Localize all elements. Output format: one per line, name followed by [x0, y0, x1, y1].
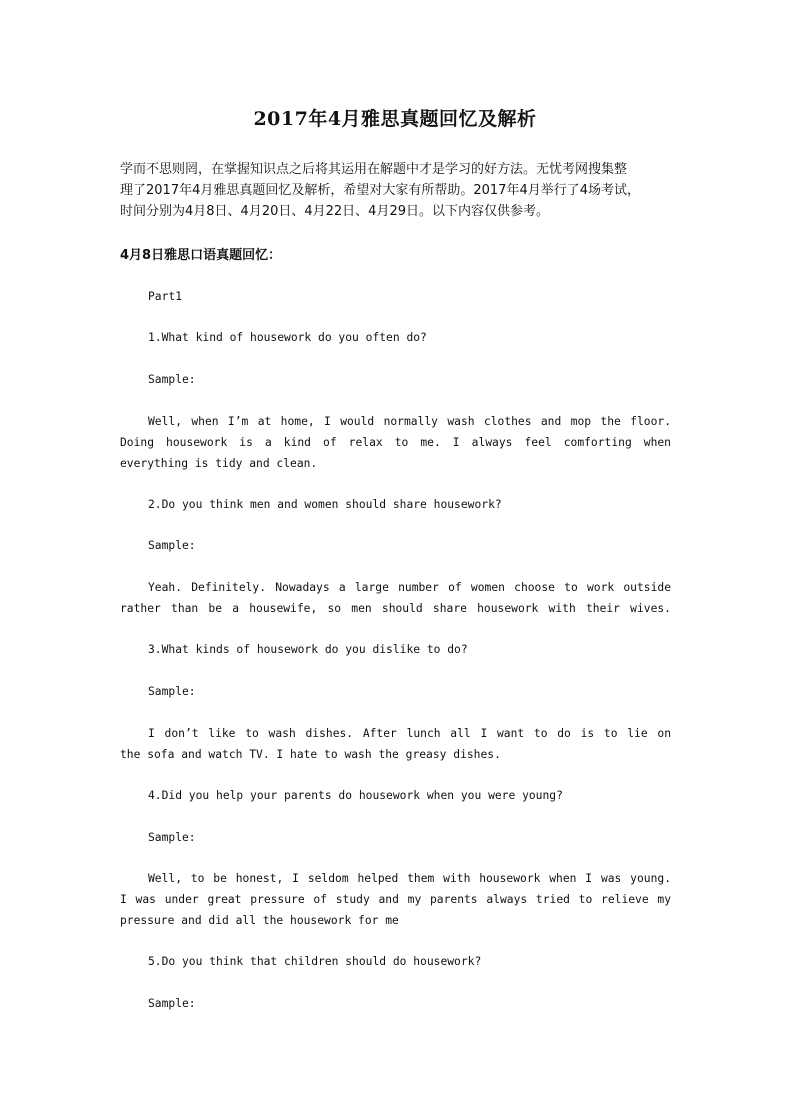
sample-label: Sample:: [148, 685, 196, 698]
answer-line: pressure and did all the housework for me: [120, 914, 399, 927]
answer-line: Well, to be honest, I seldom helped them with housework when I was young.: [148, 872, 671, 885]
answer-line: Doing housework is a kind of relax to me. I always feel comforting when: [120, 436, 671, 449]
sample-label: Sample:: [148, 831, 196, 844]
part-label: Part1: [148, 290, 183, 303]
answer-3: [120, 723, 671, 765]
question-1: 1.What kind of housework do you often do?: [148, 331, 427, 344]
answer-line: I was under great pressure of study and my parents always tried to relieve my: [120, 893, 671, 906]
intro-paragraph: [120, 159, 680, 222]
answer-line: rather than be a housewife, so men should share housework with their wives.: [120, 602, 671, 615]
question-3: 3.What kinds of housework do you dislike to do?: [148, 643, 468, 656]
sample-label: Sample:: [148, 997, 196, 1010]
intro-line: 学而不思则罔，在掌握知识点之后将其运用在解题中才是学习的好方法。无忧考网搜集整: [120, 162, 628, 177]
question-4: 4.Did you help your parents do housework when you were young?: [148, 789, 563, 802]
intro-line: 理了2017年4月雅思真题回忆及解析，希望对大家有所帮助。2017年4月举行了4场考试，: [120, 183, 640, 198]
answer-line: Well, when I’m at home, I would normally wash clothes and mop the floor.: [148, 415, 671, 428]
answer-line: Yeah. Definitely. Nowadays a large number of women choose to work outside: [148, 581, 671, 594]
question-5: 5.Do you think that children should do housework?: [148, 955, 482, 968]
answer-line: everything is tidy and clean.: [120, 457, 318, 470]
answer-line: I don’t like to wash dishes. After lunch all I want to do is to lie on: [148, 727, 671, 740]
sample-label: Sample:: [148, 373, 196, 386]
answer-1: [120, 411, 671, 474]
answer-4: [120, 868, 671, 931]
answer-line: the sofa and watch TV. I hate to wash the greasy dishes.: [120, 748, 501, 761]
intro-line: 时间分别为4月8日、4月20日、4月22日、4月29日。以下内容仅供参考。: [120, 204, 549, 219]
section-heading: 4月8日雅思口语真题回忆：: [120, 248, 282, 263]
sample-label: Sample:: [148, 539, 196, 552]
answer-2: [120, 577, 671, 619]
question-2: 2.Do you think men and women should share housework?: [148, 498, 502, 511]
page-title: 2017年4月雅思真题回忆及解析: [253, 108, 537, 130]
